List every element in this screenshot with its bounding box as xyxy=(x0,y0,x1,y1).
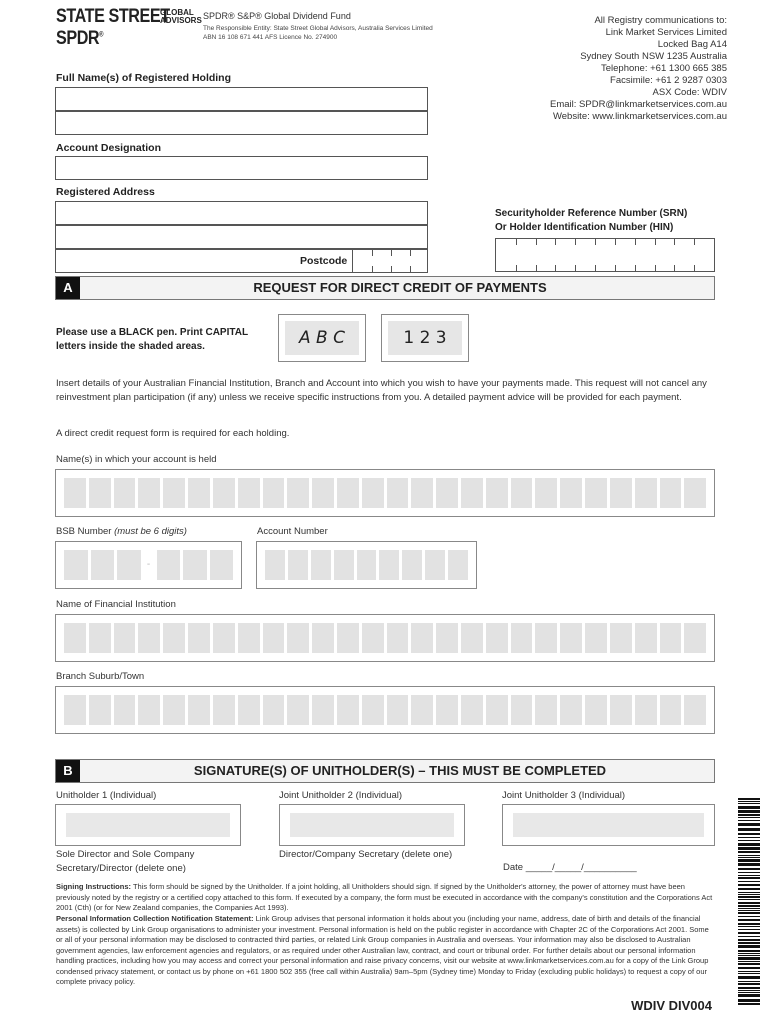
character-cell[interactable] xyxy=(535,623,557,653)
example-letters: A B C xyxy=(285,321,359,355)
section-b-letter: B xyxy=(56,760,80,782)
registry-line: Facsimile: +61 2 9287 0303 xyxy=(610,75,727,86)
branch-field[interactable] xyxy=(55,686,715,734)
example-numbers-box xyxy=(381,314,469,362)
account-designation-field[interactable] xyxy=(55,156,428,180)
character-cell[interactable] xyxy=(635,695,657,725)
brand-logo xyxy=(56,6,201,50)
signature-box-1[interactable] xyxy=(55,804,241,846)
section-b-header xyxy=(55,759,715,783)
character-cell[interactable] xyxy=(114,695,136,725)
logo-state-street: STATE STREET xyxy=(56,6,170,27)
character-cell[interactable] xyxy=(265,550,285,580)
responsible-entity: The Responsible Entity: State Street Global Advisors, Australia Services Limited xyxy=(203,25,433,32)
logo-advisors: ADVISORS xyxy=(160,16,202,25)
account-number-field[interactable] xyxy=(256,541,477,589)
character-cell[interactable] xyxy=(238,478,260,508)
character-cell[interactable] xyxy=(379,550,399,580)
character-cell[interactable] xyxy=(535,695,557,725)
registry-line: ASX Code: WDIV xyxy=(652,87,727,98)
full-name-field-2[interactable] xyxy=(55,111,428,135)
character-cell[interactable] xyxy=(425,550,445,580)
character-cell[interactable] xyxy=(684,623,706,653)
character-cell[interactable] xyxy=(411,623,433,653)
character-cell[interactable] xyxy=(188,695,210,725)
character-cell[interactable] xyxy=(684,478,706,508)
character-cell[interactable] xyxy=(312,695,334,725)
character-cell[interactable] xyxy=(89,623,111,653)
character-cell[interactable] xyxy=(461,478,483,508)
character-cell[interactable] xyxy=(684,695,706,725)
character-cell[interactable] xyxy=(387,695,409,725)
character-cell[interactable] xyxy=(610,623,632,653)
registry-line: All Registry communications to: xyxy=(594,15,727,26)
registry-line: Website: www.linkmarketservices.com.au xyxy=(552,111,727,122)
character-cell[interactable] xyxy=(357,550,377,580)
character-cell[interactable] xyxy=(411,695,433,725)
registry-line: Locked Bag A14 xyxy=(657,39,727,50)
character-cell[interactable] xyxy=(436,478,458,508)
bsb-label-text: BSB Number xyxy=(56,526,112,537)
character-cell[interactable] xyxy=(337,478,359,508)
character-cell[interactable] xyxy=(448,550,468,580)
account-name-label: Name(s) in which your account is held xyxy=(56,454,217,465)
character-cell[interactable] xyxy=(337,695,359,725)
character-cell[interactable] xyxy=(287,478,309,508)
character-cell[interactable] xyxy=(660,478,682,508)
character-cell[interactable] xyxy=(213,623,235,653)
bsb-label xyxy=(56,525,187,539)
character-cell[interactable] xyxy=(163,695,185,725)
unitholder-3-label: Joint Unitholder 3 (Individual) xyxy=(502,790,626,801)
character-cell[interactable] xyxy=(138,695,160,725)
character-cell[interactable] xyxy=(337,623,359,653)
character-cell[interactable] xyxy=(89,695,111,725)
signature-box-3[interactable] xyxy=(502,804,715,846)
branch-label: Branch Suburb/Town xyxy=(56,671,145,682)
character-cell[interactable] xyxy=(635,623,657,653)
character-cell[interactable] xyxy=(461,623,483,653)
character-cell[interactable] xyxy=(461,695,483,725)
logo-spdr: SPDR® xyxy=(56,28,104,49)
srn-label-1: Securityholder Reference Number (SRN) xyxy=(495,208,688,219)
srn-hin-field[interactable] xyxy=(495,238,715,272)
bsb-note: (must be 6 digits) xyxy=(114,526,187,537)
privacy-text: Link Group advises that personal information it holds about you (including your name, address, date of birth and details of the financial assets) is collected by Link Group organisations to administer your investment. Personal information is held on the public register in accordance with Chapter 2C of the Corporations Act 2001. Some or all of your personal information may be disclosed to contracted third parties, or related Link Group companies in Australia and overseas. Your information may also be disclosed to Australian government agencies, law enforcement agencies and regulators, or as required under other Australian law, contract, and court or tribunal order. For further details about our personal information handling practices, including how you may access and correct your personal information and raise privacy concerns, visit our website at www.linkmarketservices.com.au for a copy of the Link Group condensed privacy statement, or contact us by phone on +61 1800 502 355 (free call within Australia) 9am–5pm (Sydney time) Monday to Friday (excluding public holidays) to request a copy of our complete privacy policy. xyxy=(56,914,709,986)
fund-name: SPDR® S&P® Global Dividend Fund xyxy=(203,11,351,21)
date-field[interactable]: Date _____/_____/__________ xyxy=(503,862,637,873)
account-number-label: Account Number xyxy=(257,526,328,537)
form-required-note: A direct credit request form is required for each holding. xyxy=(56,428,290,439)
character-cell[interactable] xyxy=(312,478,334,508)
character-cell[interactable] xyxy=(287,695,309,725)
character-cell[interactable] xyxy=(362,623,384,653)
character-cell[interactable] xyxy=(287,623,309,653)
character-cell[interactable] xyxy=(585,695,607,725)
character-cell[interactable] xyxy=(238,623,260,653)
role-1-line-2: Secretary/Director (delete one) xyxy=(56,863,186,874)
section-b-title: SIGNATURE(S) OF UNITHOLDER(S) – THIS MUST BE COMPLETED xyxy=(193,763,607,778)
address-field-2[interactable] xyxy=(55,225,428,249)
character-cell[interactable] xyxy=(585,623,607,653)
section-a-title: REQUEST FOR DIRECT CREDIT OF PAYMENTS xyxy=(253,280,547,295)
character-cell[interactable] xyxy=(114,623,136,653)
character-cell[interactable] xyxy=(312,623,334,653)
character-cell[interactable] xyxy=(610,478,632,508)
section-a-letter: A xyxy=(56,277,80,299)
character-cell[interactable] xyxy=(188,623,210,653)
character-cell[interactable] xyxy=(402,550,422,580)
character-cell[interactable] xyxy=(387,623,409,653)
registry-line: Email: SPDR@linkmarketservices.com.au xyxy=(550,99,727,110)
barcode xyxy=(738,798,760,1006)
account-name-field[interactable] xyxy=(55,469,715,517)
character-cell[interactable] xyxy=(311,550,331,580)
character-cell[interactable] xyxy=(263,478,285,508)
character-cell[interactable] xyxy=(660,695,682,725)
privacy-statement xyxy=(56,914,716,988)
form-code: WDIV DIV004 xyxy=(631,998,712,1013)
character-cell[interactable] xyxy=(334,550,354,580)
character-cell[interactable] xyxy=(64,623,86,653)
example-letters-box xyxy=(278,314,366,362)
pen-note-2: letters inside the shaded areas. xyxy=(56,341,205,352)
character-cell[interactable] xyxy=(635,478,657,508)
unitholder-2-label: Joint Unitholder 2 (Individual) xyxy=(279,790,403,801)
institution-field[interactable] xyxy=(55,614,715,662)
character-cell[interactable] xyxy=(560,623,582,653)
character-cell[interactable] xyxy=(362,478,384,508)
character-cell[interactable] xyxy=(436,623,458,653)
character-cell[interactable] xyxy=(163,623,185,653)
institution-label: Name of Financial Institution xyxy=(56,599,176,610)
character-cell[interactable] xyxy=(610,695,632,725)
character-cell[interactable] xyxy=(114,478,136,508)
example-numbers: 1 2 3 xyxy=(388,321,462,355)
character-cell[interactable] xyxy=(436,695,458,725)
character-cell[interactable] xyxy=(89,478,111,508)
registry-line: Link Market Services Limited xyxy=(605,27,727,38)
postcode-label: Postcode xyxy=(300,255,348,267)
postcode-field[interactable] xyxy=(352,250,429,272)
direct-credit-instructions: Insert details of your Australian Financial Institution, Branch and Account into which you wish to have your payments made. This request will not cancel any reinvestment plan participation (if any) unless we receive specific instructions from you. A detailed payment advice will be provided for each payment. xyxy=(56,378,707,403)
srn-label-2: Or Holder Identification Number (HIN) xyxy=(495,222,674,233)
registry-line: Sydney South NSW 1235 Australia xyxy=(580,51,727,62)
role-2-label: Director/Company Secretary (delete one) xyxy=(279,849,453,860)
character-cell[interactable] xyxy=(560,695,582,725)
character-cell[interactable] xyxy=(362,695,384,725)
registry-line: Telephone: +61 1300 665 385 xyxy=(601,63,727,74)
section-a-header xyxy=(55,276,715,300)
privacy-title: Personal Information Collection Notification Statement: xyxy=(56,914,254,923)
logo-global: GLOBAL xyxy=(160,8,194,17)
character-cell[interactable] xyxy=(188,478,210,508)
account-designation-label: Account Designation xyxy=(56,142,162,154)
character-cell[interactable] xyxy=(486,695,508,725)
character-cell[interactable] xyxy=(263,623,285,653)
character-cell[interactable] xyxy=(511,695,533,725)
character-cell[interactable] xyxy=(213,478,235,508)
character-cell[interactable] xyxy=(486,623,508,653)
pen-note-1: Please use a BLACK pen. Print CAPITAL xyxy=(56,327,249,338)
character-cell[interactable] xyxy=(411,478,433,508)
character-cell[interactable] xyxy=(660,623,682,653)
character-cell[interactable] xyxy=(64,478,86,508)
character-cell[interactable] xyxy=(288,550,308,580)
character-cell[interactable] xyxy=(560,478,582,508)
character-cell[interactable] xyxy=(263,695,285,725)
signing-title: Signing Instructions: xyxy=(56,882,131,891)
character-cell[interactable] xyxy=(486,478,508,508)
character-cell[interactable] xyxy=(213,695,235,725)
full-name-field-1[interactable] xyxy=(55,87,428,111)
character-cell[interactable] xyxy=(138,623,160,653)
character-cell[interactable] xyxy=(511,478,533,508)
character-cell[interactable] xyxy=(511,623,533,653)
registry-contact xyxy=(467,15,727,123)
signing-instructions xyxy=(56,882,716,914)
registered-address-label: Registered Address xyxy=(56,186,155,198)
full-name-label: Full Name(s) of Registered Holding xyxy=(56,72,232,84)
character-cell[interactable] xyxy=(535,478,557,508)
character-cell[interactable] xyxy=(138,478,160,508)
unitholder-1-label: Unitholder 1 (Individual) xyxy=(56,790,157,801)
character-cell[interactable] xyxy=(163,478,185,508)
character-cell[interactable] xyxy=(238,695,260,725)
signing-text: This form should be signed by the Unitholder. If a joint holding, all Unitholders should sign. If signed by the Unitholder's attorney, the power of attorney must have been previously noted by the registry or a certified copy attached to this form. If executed by a company, the form must be executed in accordance with the company's constitution and the Corporations Act 2001 (Cth) (or for New Zealand companies, the Companies Act 1993). xyxy=(56,882,713,912)
address-field-1[interactable] xyxy=(55,201,428,225)
bsb-field[interactable]: - xyxy=(55,541,242,589)
abn-line: ABN 16 108 671 441 AFS Licence No. 274900 xyxy=(203,34,338,41)
character-cell[interactable] xyxy=(387,478,409,508)
signature-box-2[interactable] xyxy=(279,804,465,846)
address-field-3[interactable] xyxy=(55,249,428,273)
character-cell[interactable] xyxy=(585,478,607,508)
role-1-line-1: Sole Director and Sole Company xyxy=(56,849,195,860)
character-cell[interactable] xyxy=(64,695,86,725)
